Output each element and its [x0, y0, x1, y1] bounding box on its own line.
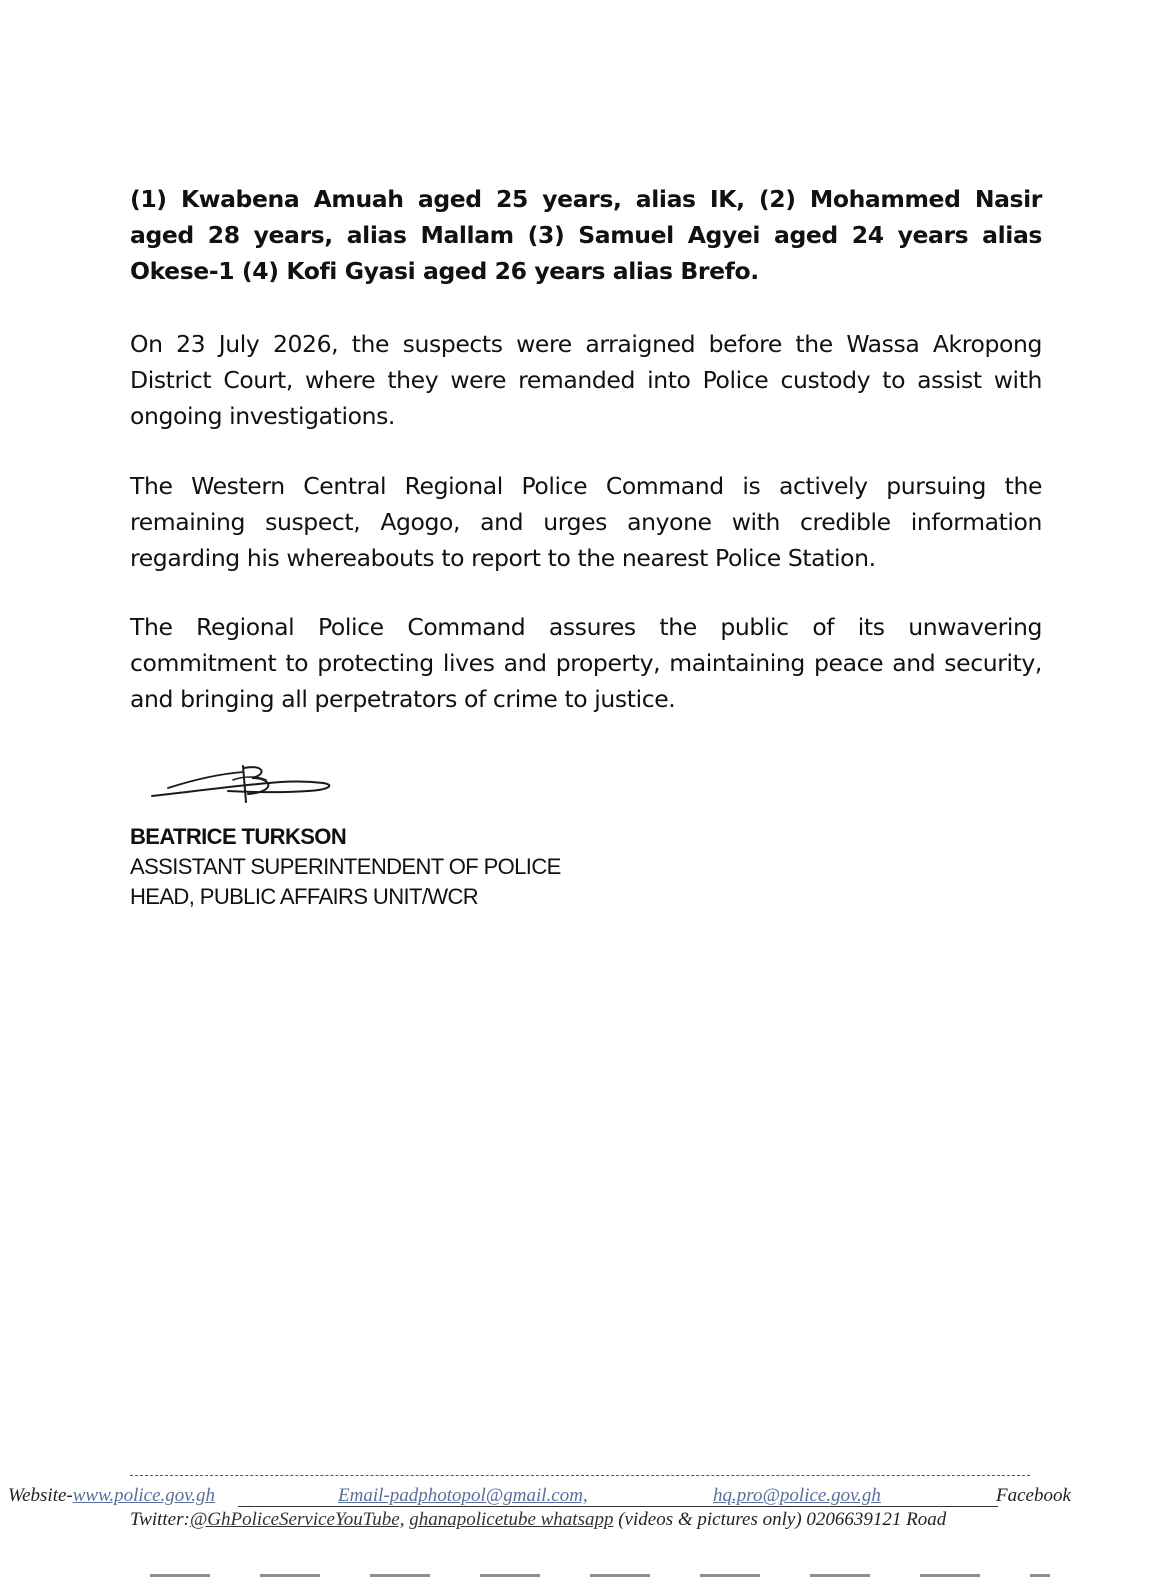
signatory-name: BEATRICE TURKSON [130, 824, 347, 849]
twitter-youtube-handle[interactable]: @GhPoliceServiceYouTube, [189, 1509, 405, 1530]
footer-underline [238, 1506, 998, 1507]
whatsapp-note: (videos & pictures only) 0206639121 Road [618, 1509, 947, 1530]
signatory-block [130, 822, 561, 912]
cropped-footer-line [150, 1574, 1050, 1577]
pursuit-paragraph: The Western Central Regional Police Command is actively pursuing the remaining suspect, Agogo, and urges anyone with credible information regarding his whereabouts to report to the nearest Police Station. [130, 472, 1042, 572]
youtube-handle[interactable]: ghanapolicetube whatsapp [409, 1509, 614, 1530]
hq-email-link[interactable]: hq.pro@police.gov.gh [713, 1485, 881, 1506]
signatory-rank: ASSISTANT SUPERINTENDENT OF POLICE [130, 854, 561, 879]
website-label: Website- [8, 1485, 73, 1506]
footer-social-line [130, 1509, 946, 1531]
footer-email [338, 1485, 588, 1507]
footer-hq-email [713, 1485, 881, 1507]
signatory-position: HEAD, PUBLIC AFFAIRS UNIT/WCR [130, 884, 479, 909]
website-link[interactable]: www.police.gov.gh [72, 1485, 216, 1506]
footer-website [8, 1485, 215, 1507]
suspects-paragraph: (1) Kwabena Amuah aged 25 years, alias IK, (2) Mohammed Nasir aged 28 years, alias Mallam (3) Samuel Agyei aged 24 years alias Okese-1 (4) Kofi Gyasi aged 26 years alias Brefo. [130, 185, 1042, 285]
footer-divider [130, 1475, 1030, 1476]
email-link[interactable]: Email-padphotopol@gmail.com, [338, 1485, 588, 1506]
handwritten-signature [148, 758, 338, 808]
footer-facebook: Facebook [996, 1485, 1071, 1506]
twitter-label: Twitter: [130, 1509, 190, 1530]
assurance-paragraph: The Regional Police Command assures the public of its unwavering commitment to protecting lives and property, maintaining peace and security, and bringing all perpetrators of crime to justice. [130, 613, 1042, 713]
arraignment-paragraph: On 23 July 2026, the suspects were arraigned before the Wassa Akropong District Court, where they were remanded into Police custody to assist with ongoing investigations. [130, 330, 1042, 430]
